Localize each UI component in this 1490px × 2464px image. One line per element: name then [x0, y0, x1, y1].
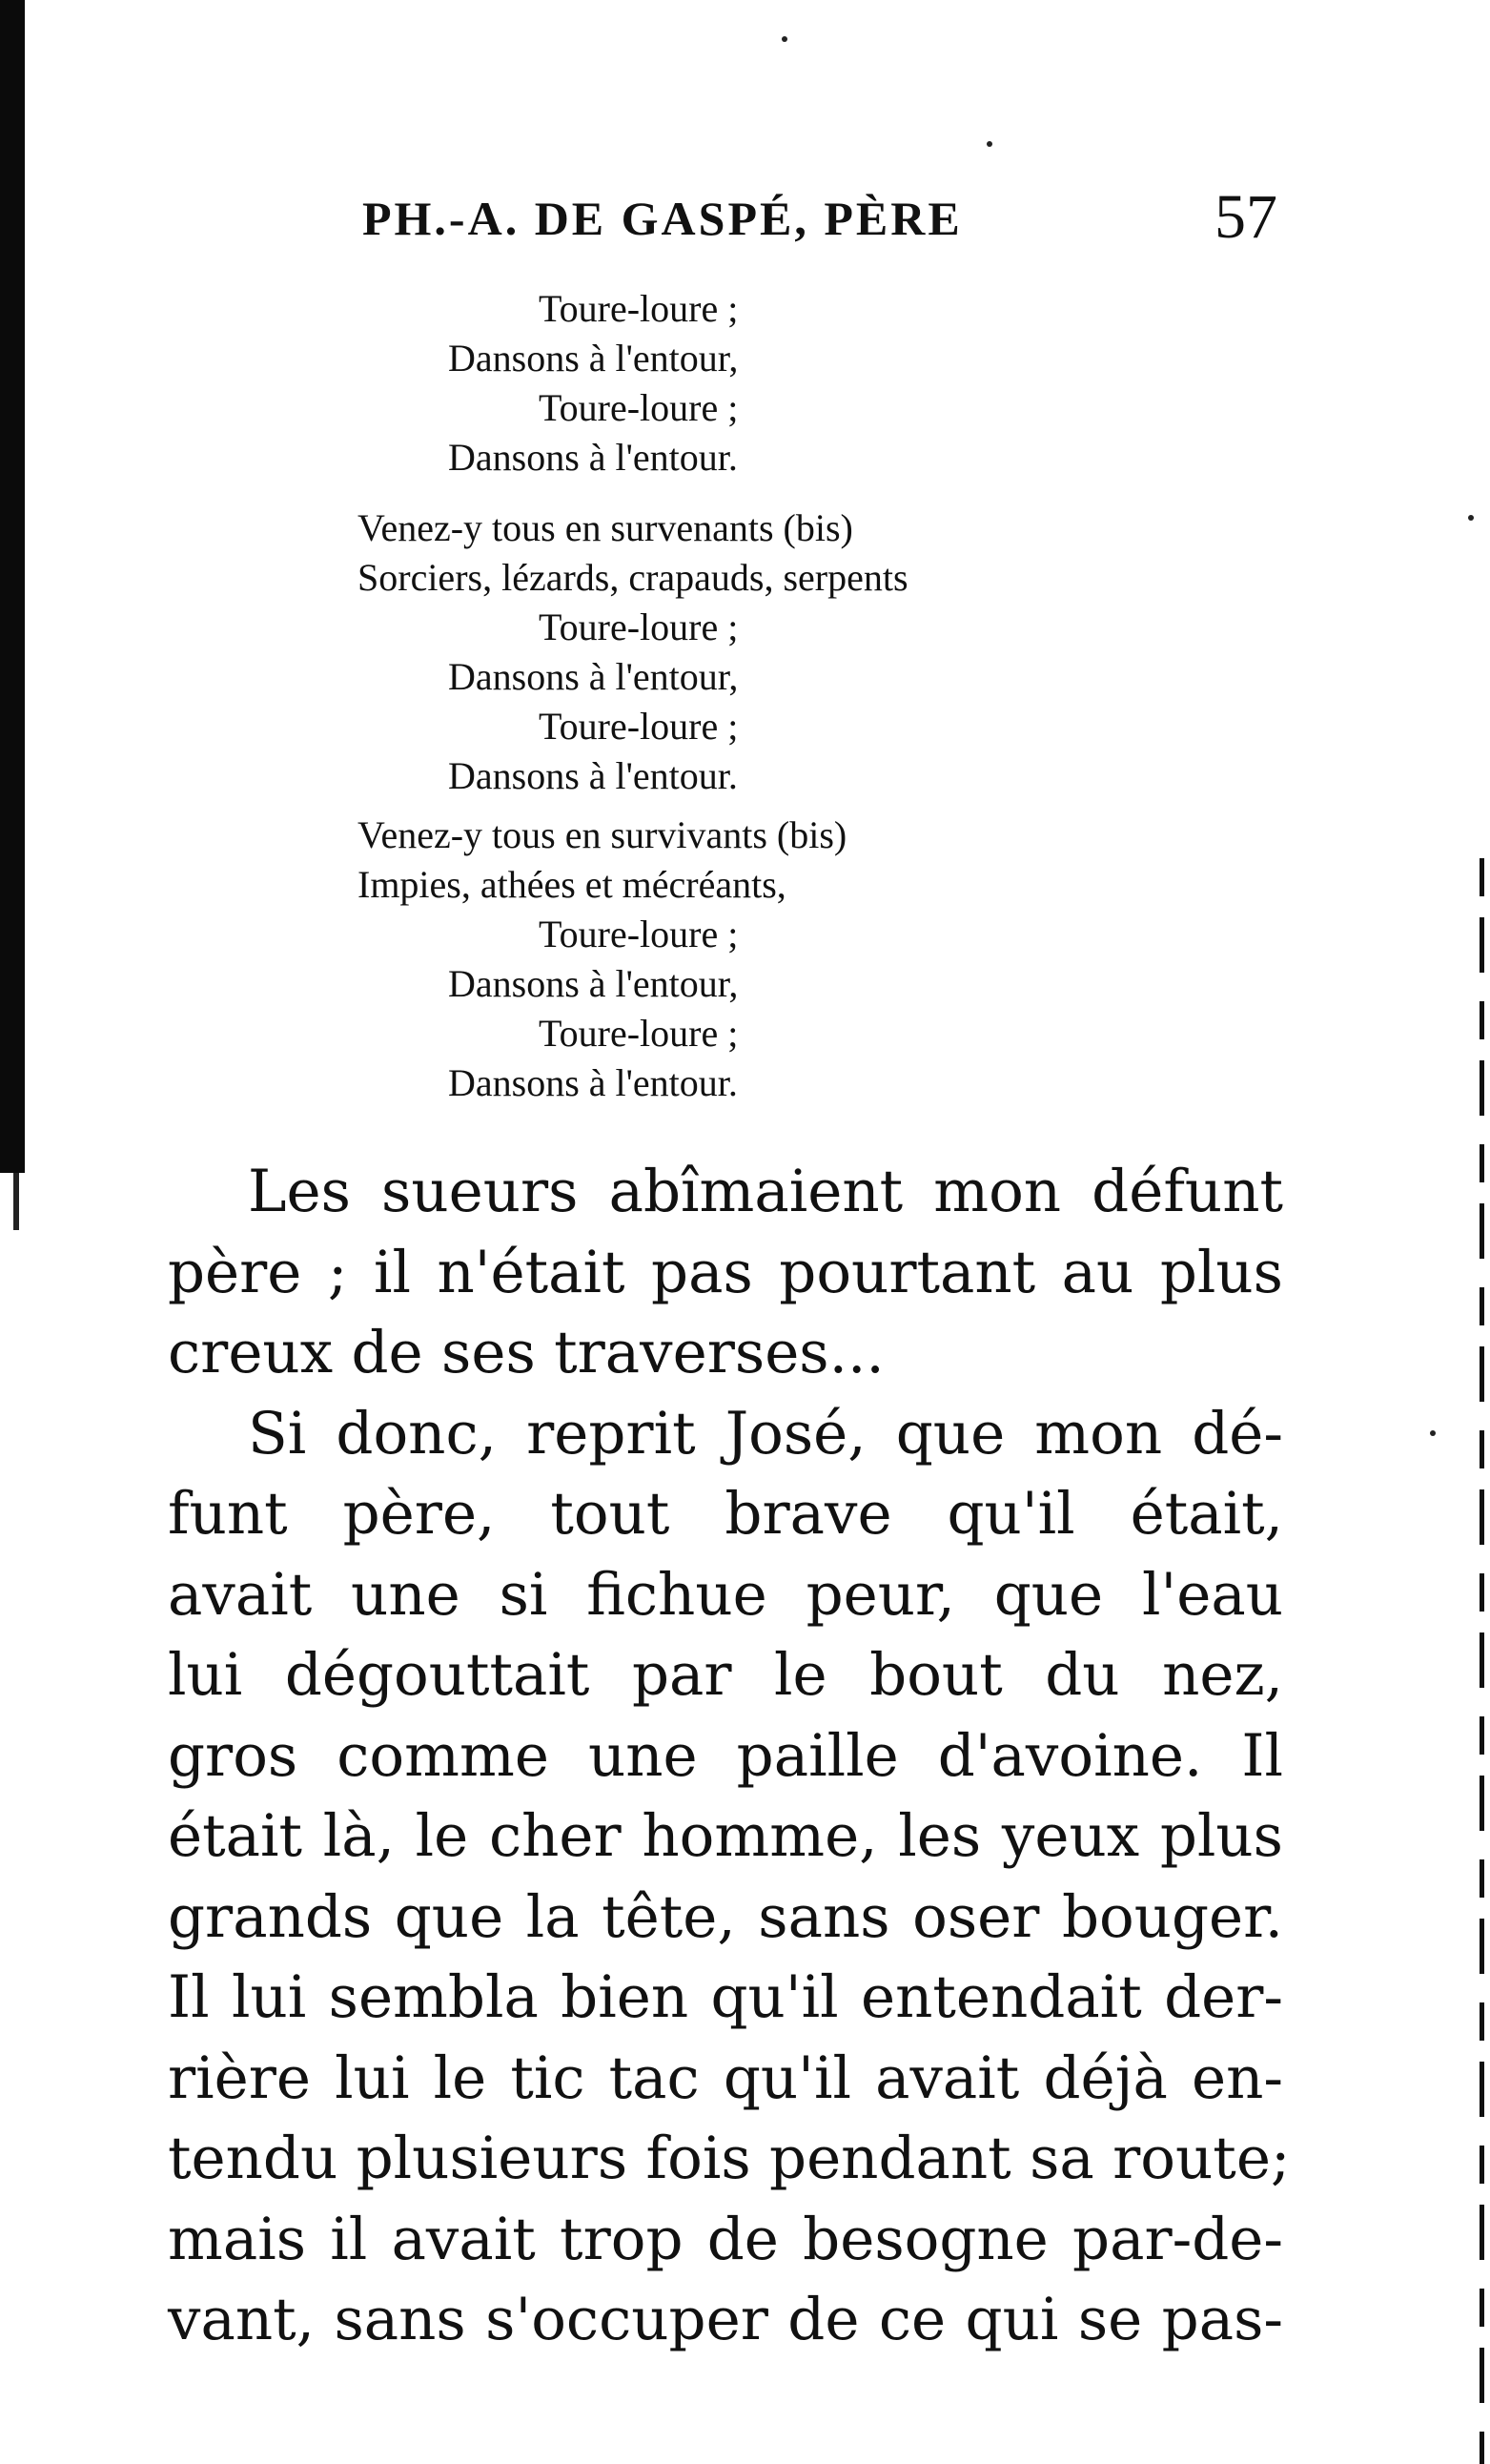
prose-body	[168, 1152, 1291, 2361]
scan-speck	[987, 141, 992, 147]
scan-binding-shadow	[0, 0, 25, 1173]
verse-line: Impies, athées et mécréants,	[357, 863, 786, 906]
verse-line: Toure-loure ;	[539, 287, 739, 330]
verse-line: Dansons à l'entour,	[448, 962, 739, 1005]
verse-line: Sorciers, lézards, crapauds, serpents	[357, 556, 908, 599]
page-number: 57	[1214, 182, 1277, 252]
song-stanza-2	[357, 503, 1120, 801]
scan-binding-tail	[13, 1173, 19, 1230]
prose-line: vant, sans s'occuper de ce qui se pas-	[168, 2286, 1283, 2353]
prose-line: grands que la tête, sans oser bouger.	[168, 1882, 1283, 1951]
prose-line: mais il avait trop de besogne par-de-	[168, 2205, 1283, 2273]
verse-line: Toure-loure ;	[539, 1012, 739, 1055]
verse-line: Dansons à l'entour.	[448, 1061, 738, 1104]
verse-line: Dansons à l'entour,	[448, 337, 739, 380]
verse-line: Dansons à l'entour.	[448, 754, 738, 797]
prose-line: Les sueurs abîmaient mon défunt	[248, 1158, 1283, 1225]
running-head: PH.-A. DE GASPÉ, PÈRE	[362, 192, 963, 245]
song-stanza-1	[357, 284, 1120, 483]
scan-speck	[782, 36, 787, 42]
prose-line: funt père, tout brave qu'il était,	[168, 1480, 1283, 1548]
scan-speck	[1430, 1430, 1436, 1436]
verse-line: Toure-loure ;	[539, 606, 739, 648]
verse-line: Toure-loure ;	[539, 386, 739, 429]
prose-line: était là, le cher homme, les yeux plus	[168, 1802, 1283, 1870]
verse-line: Dansons à l'entour,	[448, 655, 739, 698]
verse-line: Dansons à l'entour.	[448, 436, 738, 479]
verse-line: Venez-y tous en survivants (bis)	[357, 813, 847, 856]
prose-line: avait une si fichue peur, que l'eau	[168, 1560, 1283, 1629]
verse-line: Toure-loure ;	[539, 705, 739, 748]
prose-line: tendu plusieurs fois pendant sa route;	[168, 2125, 1291, 2192]
prose-line: lui dégouttait par le bout du nez,	[168, 1641, 1283, 1709]
prose-line: creux de ses traverses...	[168, 1319, 885, 1386]
prose-line: Si donc, reprit José, que mon dé-	[248, 1399, 1283, 1468]
prose-line: père ; il n'était pas pourtant au plus	[168, 1238, 1283, 1306]
prose-line: rière lui le tic tac qu'il avait déjà en-	[168, 2043, 1283, 2112]
scan-speck	[1468, 515, 1474, 521]
prose-line: Il lui sembla bien qu'il entendait der-	[168, 1963, 1283, 2031]
scan-right-edge	[1480, 858, 1484, 2464]
prose-line: gros comme une paille d'avoine. Il	[168, 1721, 1283, 1790]
page-header	[362, 181, 1277, 257]
verse-line: Venez-y tous en survenants (bis)	[357, 506, 853, 549]
song-stanza-3	[357, 811, 1120, 1108]
verse-line: Toure-loure ;	[539, 913, 739, 955]
